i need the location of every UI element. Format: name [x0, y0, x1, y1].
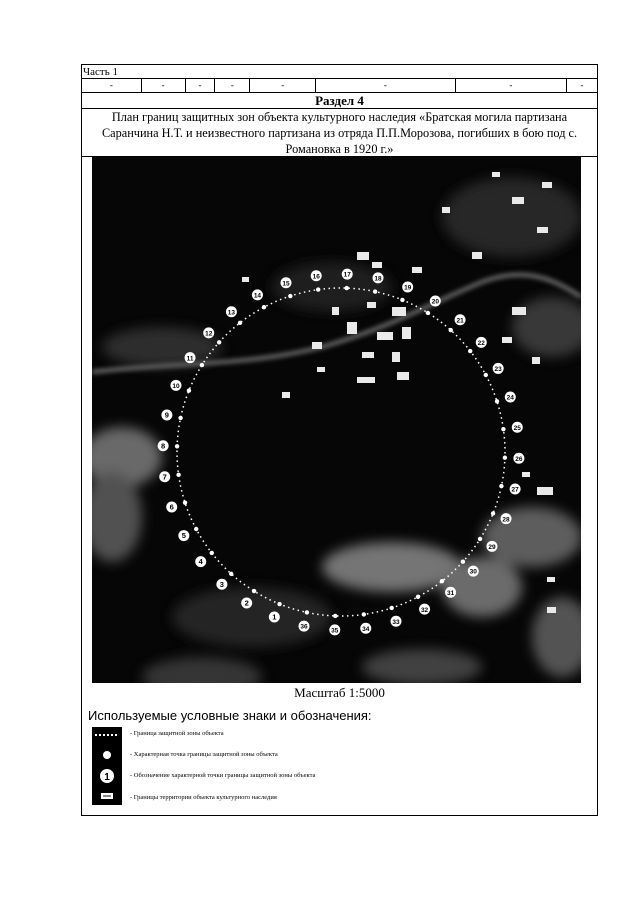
dash-cell: - — [186, 79, 216, 92]
boundary-point-dot — [440, 579, 444, 583]
boundary-point-dot — [461, 560, 465, 564]
boundary-point-label: 17 — [343, 271, 351, 279]
dash-row — [82, 79, 597, 93]
boundary-point-dot — [178, 416, 182, 420]
boundary-point-label: 13 — [227, 309, 236, 317]
boundary-point-label: 23 — [494, 366, 502, 374]
boundary-point-label: 21 — [456, 317, 464, 325]
boundary-point-label: 24 — [506, 394, 514, 402]
boundary-point-label: 2 — [244, 598, 249, 608]
boundary-point-dot — [175, 444, 179, 448]
boundary-point-dot — [389, 606, 393, 610]
boundary-point-label: 12 — [205, 330, 213, 338]
boundary-point-dot — [400, 298, 404, 302]
boundary-point-dot — [277, 602, 281, 606]
white-dot-icon — [103, 751, 111, 759]
boundary-point-label: 18 — [374, 275, 382, 283]
boundary-point-label: 5 — [181, 531, 186, 541]
dash-cell: - — [580, 80, 584, 90]
boundary-point-dot — [288, 294, 292, 298]
boundary-point-dot — [229, 572, 233, 576]
boundary-point-label: 34 — [362, 625, 370, 633]
boundary-point-label: 11 — [186, 355, 194, 363]
legend-item-territory: - Границы территории объекта культурного наследия — [130, 794, 277, 801]
boundary-point-label: 25 — [513, 424, 521, 432]
boundary-point-dot — [416, 595, 420, 599]
boundary-point-dot — [187, 388, 191, 392]
boundary-point-label: 31 — [446, 589, 455, 597]
boundary-point-label: 15 — [282, 280, 290, 288]
boundary-point-label: 36 — [300, 623, 308, 631]
boundary-point-dot — [362, 612, 366, 616]
boundary-point-dot — [373, 289, 377, 293]
boundary-point-label: 33 — [392, 618, 400, 626]
plan-title: План границ защитных зон объекта культурного наследия «Братская могила партизана Саранчина Н.Т. и неизвестного партизана из отряда П.П.Морозова, погибших в бою под с. Романовка в 1920 г.» — [82, 109, 597, 157]
dash-cell: - — [82, 79, 142, 92]
boundary-point-dot — [217, 340, 221, 344]
legend-item-point: - Характерная точка границы защитной зоны объекта — [130, 751, 278, 758]
heritage-territory-icon — [101, 793, 113, 799]
boundary-point-label: 27 — [511, 486, 519, 494]
boundary-point-label: 7 — [162, 472, 167, 482]
boundary-point-dot — [499, 484, 503, 488]
boundary-point-dot — [478, 537, 482, 541]
boundary-point-label: 4 — [198, 557, 203, 567]
boundary-point-label: 29 — [488, 543, 496, 551]
boundary-point-label: 22 — [477, 340, 485, 348]
boundary-point-dot — [176, 473, 180, 477]
boundary-point-dot — [200, 363, 204, 367]
boundary-point-dot — [468, 349, 472, 353]
legend-heading: Используемые условные знаки и обозначения: — [88, 708, 372, 723]
dash-cell: - — [250, 79, 316, 92]
scale-label: Масштаб 1:5000 — [294, 685, 385, 700]
boundary-point-label: 8 — [161, 441, 166, 451]
boundary-point-dot — [491, 511, 495, 515]
boundary-point-dot — [183, 500, 187, 504]
boundary-point-label: 10 — [172, 382, 180, 390]
boundary-point-label: 16 — [312, 273, 320, 281]
legend-item-point-label: - Обозначение характерной точки границы защитной зоны объекта — [130, 772, 316, 779]
boundary-point-label: 6 — [169, 502, 174, 512]
map-svg — [92, 157, 581, 683]
boundary-point-label: 32 — [420, 606, 429, 614]
legend-point-number: 1 — [104, 772, 110, 783]
boundary-point-dot — [210, 551, 214, 555]
legend-symbols — [92, 727, 122, 805]
section-title: Раздел 4 — [82, 92, 597, 109]
boundary-point-dot — [238, 321, 242, 325]
terrain-layer — [92, 177, 581, 683]
boundary-point-label: 26 — [515, 455, 523, 463]
boundary-point-dot — [426, 311, 430, 315]
legend-item-boundary: - Граница защитной зоны объекта — [130, 730, 224, 737]
dash-cell: - — [316, 79, 455, 92]
part-label: Часть 1 — [82, 65, 597, 79]
boundary-point-label: 30 — [469, 568, 477, 576]
numbered-circle-icon — [100, 769, 114, 783]
boundary-point-dot — [449, 328, 453, 332]
boundary-point-label: 28 — [502, 516, 510, 524]
dash-cell: - — [142, 79, 186, 92]
boundary-point-dot — [345, 286, 349, 290]
dash-cell: - — [215, 79, 250, 92]
boundary-point-dot — [333, 614, 337, 618]
document-frame — [81, 64, 598, 816]
boundary-point-label: 35 — [331, 627, 339, 635]
boundary-point-label: 1 — [272, 612, 277, 622]
boundary-point-label: 3 — [219, 579, 224, 589]
dash-cell: - — [456, 79, 568, 92]
boundary-point-dot — [262, 305, 266, 309]
boundary-point-dot — [484, 373, 488, 377]
boundary-point-dot — [501, 427, 505, 431]
boundary-point-label: 9 — [164, 410, 169, 420]
satellite-map — [92, 157, 581, 683]
boundary-point-dot — [495, 399, 499, 403]
boundary-point-dot — [316, 287, 320, 291]
boundary-point-label: 14 — [253, 292, 262, 300]
boundary-point-dot — [503, 456, 507, 460]
boundary-point-dot — [305, 610, 309, 614]
boundary-point-dot — [252, 589, 256, 593]
boundary-point-label: 20 — [431, 298, 439, 306]
boundary-point-label: 19 — [404, 284, 412, 292]
boundary-point-dot — [194, 527, 198, 531]
